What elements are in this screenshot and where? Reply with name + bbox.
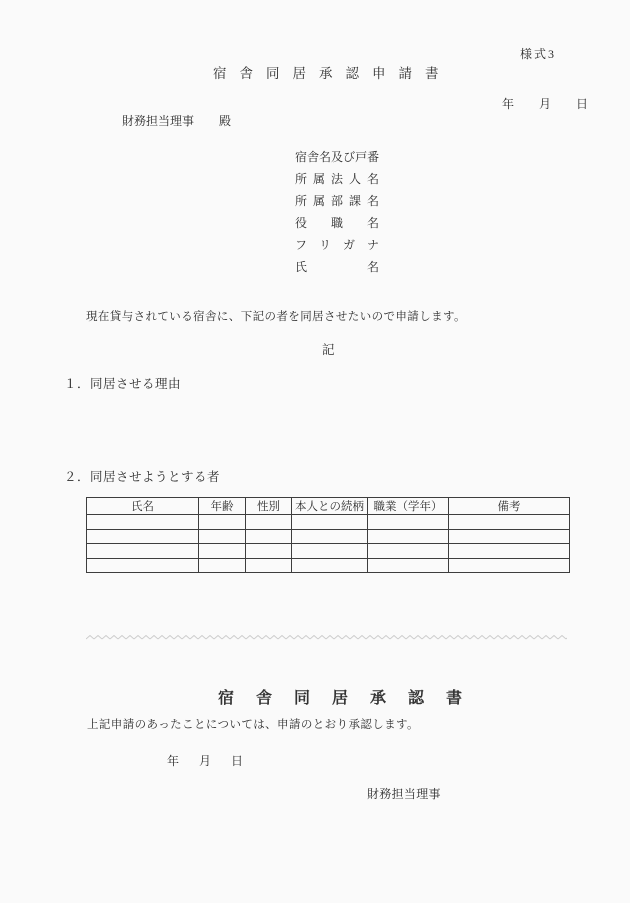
table-cell	[87, 515, 199, 530]
table-header-name: 氏名	[87, 498, 199, 515]
table-cell	[292, 558, 368, 573]
table-cell	[246, 558, 292, 573]
field-row-corporation	[295, 168, 379, 190]
table-row	[87, 515, 570, 530]
table-cell	[199, 558, 246, 573]
zigzag-divider	[86, 634, 567, 641]
table-header-row	[87, 498, 570, 515]
table-header-sex: 性別	[246, 498, 292, 515]
table-cell	[368, 529, 449, 544]
addressee-title: 財務担当理事	[122, 114, 195, 128]
field-label: 役 職 名	[295, 216, 379, 231]
application-date-line	[502, 95, 588, 112]
table-cell	[449, 558, 570, 573]
field-row-furigana	[295, 234, 379, 256]
table-cell	[246, 544, 292, 559]
field-label: 宿 舎 名 及 び 戸 番	[295, 150, 380, 165]
table-header-remarks: 備考	[449, 498, 570, 515]
table-cell	[246, 515, 292, 530]
application-title: 宿舎同居承認申請書	[213, 66, 452, 81]
field-label: 所 属 部 課 名	[295, 194, 379, 209]
applicant-fields	[295, 146, 379, 277]
table-cell	[87, 558, 199, 573]
table-cell	[449, 544, 570, 559]
table-row	[87, 558, 570, 573]
table-cell	[292, 515, 368, 530]
cohabitants-table	[86, 497, 570, 573]
table-row	[87, 529, 570, 544]
approval-body-text: 上記申請のあったことについては、申請のとおり承認します。	[87, 719, 419, 731]
table-cell	[449, 515, 570, 530]
section-1-heading: １．同居させる理由	[64, 377, 182, 391]
table-cell	[199, 515, 246, 530]
table-header-age: 年齢	[199, 498, 246, 515]
table-cell	[292, 529, 368, 544]
table-cell	[368, 515, 449, 530]
record-marker: 記	[322, 343, 335, 357]
field-label: 氏 名	[295, 259, 379, 274]
table-cell	[292, 544, 368, 559]
table-cell	[368, 558, 449, 573]
table-header-occupation: 職業（学年）	[368, 498, 449, 515]
application-body-text: 現在貸与されている宿舎に、下記の者を同居させたいので申請します。	[86, 311, 466, 323]
field-row-name	[295, 255, 379, 277]
table-cell	[449, 529, 570, 544]
day-label: 日	[231, 754, 244, 768]
addressee-honorific: 殿	[219, 114, 232, 128]
section-2-heading: ２．同居させようとする者	[64, 470, 221, 484]
year-label: 年	[502, 97, 515, 111]
approval-date-line	[167, 752, 243, 769]
field-row-dorm-name	[295, 146, 379, 168]
approval-title: 宿舎同居承認書	[218, 690, 485, 707]
table-cell	[87, 544, 199, 559]
field-row-department	[295, 190, 379, 212]
year-label: 年	[167, 754, 180, 768]
table-cell	[87, 529, 199, 544]
table-cell	[199, 529, 246, 544]
approval-signer-title: 財務担当理事	[367, 787, 441, 801]
form-number: 様式3	[520, 47, 557, 61]
field-label: フ リ ガ ナ	[295, 238, 379, 252]
table-cell	[246, 529, 292, 544]
day-label: 日	[576, 97, 589, 111]
field-label: 所 属 法 人 名	[295, 172, 379, 187]
table-row	[87, 544, 570, 559]
table-cell	[199, 544, 246, 559]
month-label: 月	[199, 754, 212, 768]
table-cell	[368, 544, 449, 559]
addressee-line	[122, 112, 231, 129]
month-label: 月	[539, 97, 552, 111]
table-header-relationship: 本人との続柄	[292, 498, 368, 515]
field-row-position	[295, 212, 379, 234]
